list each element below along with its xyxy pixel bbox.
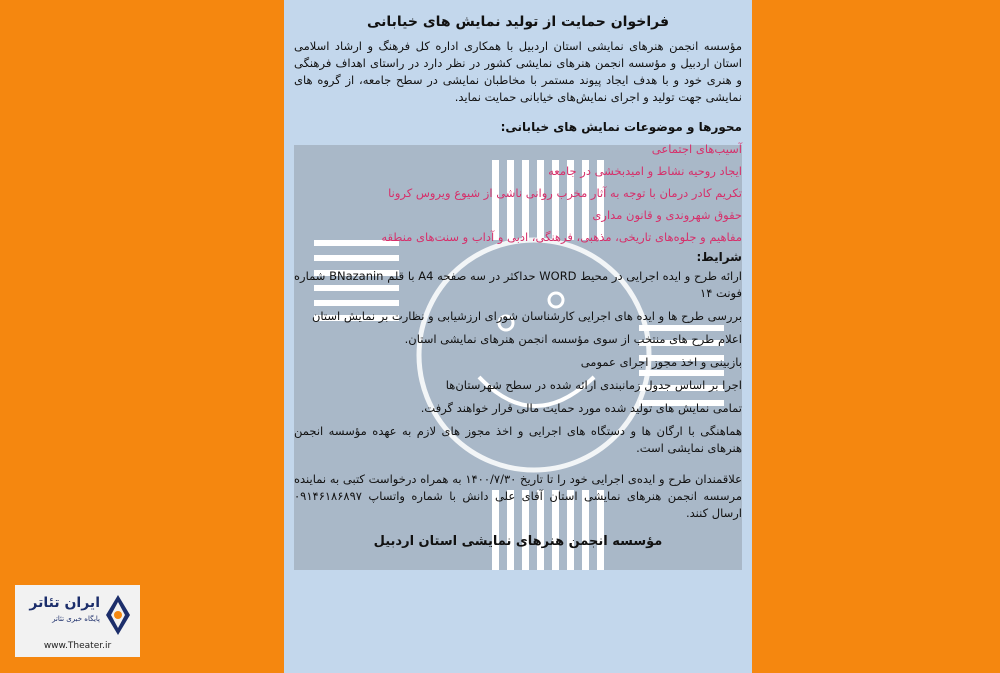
outro-paragraph: علاقمندان طرح و ایده‌ی اجرایی خود را تا تاریخ ۱۴۰۰/۷/۳۰ به همراه درخواست کتبی به نماینده مرسسه انجمن هنرهای نمایشی استان آقای علی دانش با شماره واتساپ ۰۹۱۴۶۱۸۶۸۹۷ ارسال کنند. — [294, 472, 742, 520]
poster-content — [294, 0, 742, 673]
topic-item: مفاهیم و جلوه‌های تاریخی، مذهبی، فرهنگی، ادبی و آداب و سنت‌های منطقه — [381, 230, 742, 244]
logo-subtitle: پایگاه خبری تئاتر — [52, 615, 100, 623]
condition-item: اعلام طرح های منتخب از سوی مؤسسه انجمن هنرهای نمایشی استان. — [404, 332, 742, 346]
condition-item: تمامی نمایش های تولید شده مورد حمایت مالی قرار خواهند گرفت. — [420, 401, 742, 415]
logo-name: ایران تئاتر — [29, 595, 100, 611]
condition-item: ارائه طرح و ایده اجرایی در محیط WORD حداکثر در سه صفحه A4 با قلم BNazanin شماره فونت ۱۴ — [294, 269, 742, 300]
condition-item: بازبینی و اخذ مجوز اجرای عمومی — [580, 355, 742, 369]
condition-item: بررسی طرح ها و ایده های اجرایی کارشناسان شورای ارزشیابی و نظارت بر نمایش استان — [311, 309, 742, 323]
topic-item: آسیب‌های اجتماعی — [651, 142, 742, 156]
topics-list — [294, 138, 742, 248]
conditions-list — [294, 268, 742, 457]
iran-theater-logo — [15, 585, 140, 657]
topic-item: ایجاد روحیه نشاط و امیدبخشی در جامعه — [548, 164, 742, 178]
poster-title: فراخوان حمایت از تولید نمایش های خیابانی — [366, 14, 670, 30]
conditions-heading: شرایط: — [696, 250, 742, 264]
condition-item: هماهنگی با ارگان ها و دستگاه های اجرایی و اخذ مجوز های لازم به عهده مؤسسه انجمن هنرهای نمایشی است. — [294, 424, 742, 455]
topic-item: حقوق شهروندی و قانون مداری — [592, 208, 742, 222]
logo-url: www.Theater.ir — [43, 641, 112, 651]
condition-item: اجرا بر اساس جدول زمانبندی ارائه شده در سطح شهرستان‌ها — [445, 378, 742, 392]
poster — [284, 0, 752, 673]
intro-paragraph: مؤسسه انجمن هنرهای نمایشی استان اردبیل با همکاری اداره کل فرهنگ و ارشاد اسلامی استان اردبیل و مؤسسه انجمن هنرهای نمایشی کشور در نظر دارد در راستای اهداف فرهنگی و هنری خود و با هدف ایجاد پیوند مستمر با مخاطبان نمایشی در سطح جامعه، از گروه های نمایشی جهت تولید و اجرای نمایش‌های خیابانی حمایت نماید. — [294, 39, 742, 104]
organizer-signature: مؤسسه انجمن هنرهای نمایشی استان اردبیل — [373, 533, 663, 549]
topics-heading: محورها و موضوعات نمایش های خیابانی: — [500, 120, 742, 134]
theater-emblem-icon — [104, 593, 132, 637]
topic-item: تکریم کادر درمان با توجه به آثار مخرب روانی ناشی از شیوع ویروس کرونا — [388, 186, 742, 200]
